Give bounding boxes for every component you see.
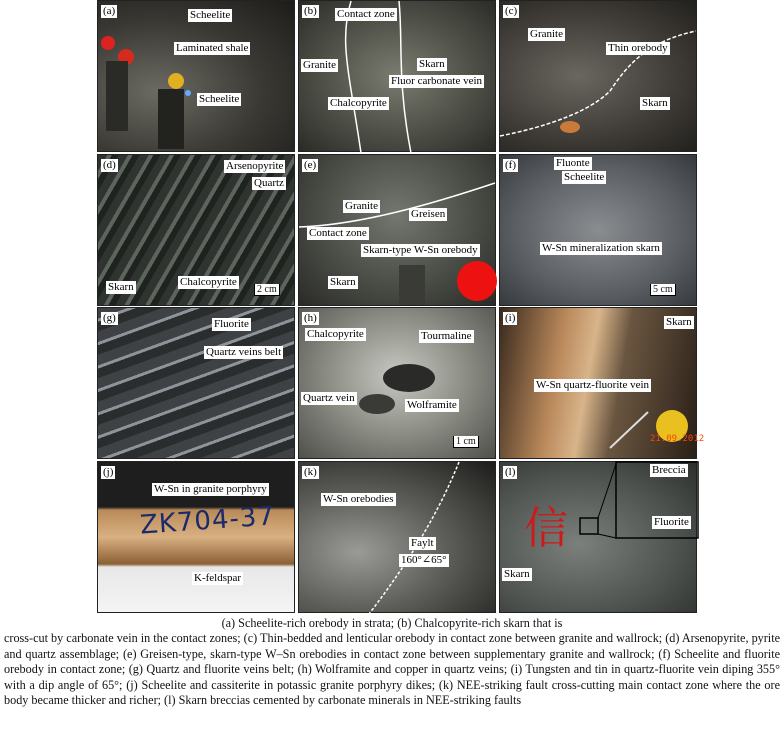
panel-e-tag: (e) (304, 159, 317, 171)
panel-e-label-1: Granite (345, 200, 378, 212)
panel-b-label-3: Skarn (419, 58, 445, 70)
panel-c-photo (500, 1, 698, 153)
panel-e (298, 154, 496, 306)
panel-g-label-1: Fluorite (214, 318, 249, 330)
panel-h-label-4: Wolframite (407, 399, 457, 411)
panel-g (97, 307, 295, 459)
panel-l-label-2: Fluorite (654, 516, 689, 528)
panel-b (298, 0, 496, 152)
panel-d-label-3: Skarn (108, 281, 134, 293)
panel-l (499, 461, 697, 613)
panel-d-label-4: Chalcopyrite (180, 276, 237, 288)
panel-k-tag: (k) (304, 466, 317, 478)
panel-b-label-4: Fluor carbonate vein (391, 75, 483, 87)
panel-j-label-1: W-Sn in granite porphyry (154, 483, 267, 495)
panel-j (97, 461, 295, 613)
panel-c-label-1: Granite (530, 28, 563, 40)
panel-d (97, 154, 295, 306)
panel-l-label-3: Skarn (504, 568, 530, 580)
panel-a-label-1: Scheelite (190, 9, 231, 21)
panel-i (499, 307, 705, 459)
panel-f-tag: (f) (505, 159, 516, 171)
panel-k-label-3: 160°∠65° (401, 554, 447, 566)
panel-d-label-2: Quartz (254, 177, 284, 189)
panel-k-photo (299, 462, 497, 614)
panel-h-tag: (h) (304, 312, 317, 324)
panel-j-label-2: K-feldspar (194, 572, 242, 584)
panel-k-label-1: W-Sn orebodies (323, 493, 394, 505)
panel-a-label-2: Laminated shale (176, 42, 249, 54)
panel-a-tag: (a) (103, 5, 116, 17)
panel-l-label-1: Breccia (652, 464, 686, 476)
panel-e-label-2: Greisen (411, 208, 446, 220)
panel-h-scale-bar: 1 cm (453, 436, 479, 448)
panel-b-label-1: Contact zone (337, 8, 395, 20)
panel-f (499, 154, 697, 306)
panel-l-tag: (l) (505, 466, 516, 478)
panel-b-label-2: Granite (303, 59, 336, 71)
panel-j-core-marking: ZK704-37 (139, 501, 276, 541)
panel-i-tag: (i) (505, 312, 516, 324)
panel-h (298, 307, 496, 459)
panel-f-label-2: Scheelite (564, 171, 605, 183)
panel-f-label-1: Fluonte (556, 157, 590, 169)
figure-grid (97, 0, 705, 615)
panel-d-tag: (d) (103, 159, 116, 171)
panel-g-tag: (g) (103, 312, 116, 324)
panel-c-label-2: Thin orebody (608, 42, 668, 54)
caption-line-1: (a) Scheelite-rich orebody in strata; (b) Chalcopyrite-rich skarn that is (221, 616, 563, 630)
panel-d-scale-bar: 2 cm (254, 284, 280, 296)
panel-h-label-3: Quartz vein (303, 392, 355, 404)
panel-h-label-2: Tourmaline (421, 330, 472, 342)
panel-f-scale-bar: 5 cm (650, 284, 676, 296)
panel-i-label-2: W-Sn quartz-fluorite vein (536, 379, 650, 391)
panel-b-label-5: Chalcopyrite (330, 97, 387, 109)
panel-e-label-5: Skarn (330, 276, 356, 288)
panel-e-label-3: Contact zone (309, 227, 367, 239)
panel-e-label-4: Skarn-type W-Sn orebody (363, 244, 478, 256)
panel-h-label-1: Chalcopyrite (307, 328, 364, 340)
panel-j-tag: (j) (103, 466, 114, 478)
panel-a-label-3: Scheelite (199, 93, 240, 105)
panel-i-date-stamp: 21.09.2012 (650, 434, 705, 444)
panel-i-label-1: Skarn (666, 316, 692, 328)
caption-rest: cross-cut by carbonate vein in the contact zones; (c) Thin-bedded and lenticular orebody in contact zone between granite and wallrock; (d) Arsenopyrite, pyrite and quartz assemblage; (e) Greisen-type, skarn-type W–Sn orebodies in contact zone between supplementary granite and wallrock; (f) Scheelite and fluorite orebody in contact zone; (g) Quartz and fluorite veins belt; (h) Wolframite and copper in quartz veins; (i) Tungsten and tin in quartz-fluorite vein diping 355° with a dip angle of 65°; (j) Scheelite and cassiterite in potassic granite porphyry dikes; (k) NEE-striking fault cross-cutting main contact zone where the ore body became thicker and richer; (l) Skarn breccias cemented by carbonate minerals in NEE-striking faults (4, 631, 780, 708)
panel-c-label-3: Skarn (642, 97, 668, 109)
panel-b-tag: (b) (304, 5, 317, 17)
panel-a-photo (98, 1, 296, 153)
figure-caption (4, 616, 780, 708)
panel-k (298, 461, 496, 613)
panel-k-label-2: Faylt (411, 537, 434, 549)
panel-f-label-3: W-Sn mineralization skarn (542, 242, 660, 254)
panel-l-wall-mark: 信 (524, 503, 568, 554)
panel-c-tag: (c) (505, 5, 518, 17)
panel-a (97, 0, 295, 152)
panel-d-label-1: Arsenopyrite (226, 160, 284, 172)
panel-g-label-2: Quartz veins belt (206, 346, 282, 358)
panel-c (499, 0, 697, 152)
